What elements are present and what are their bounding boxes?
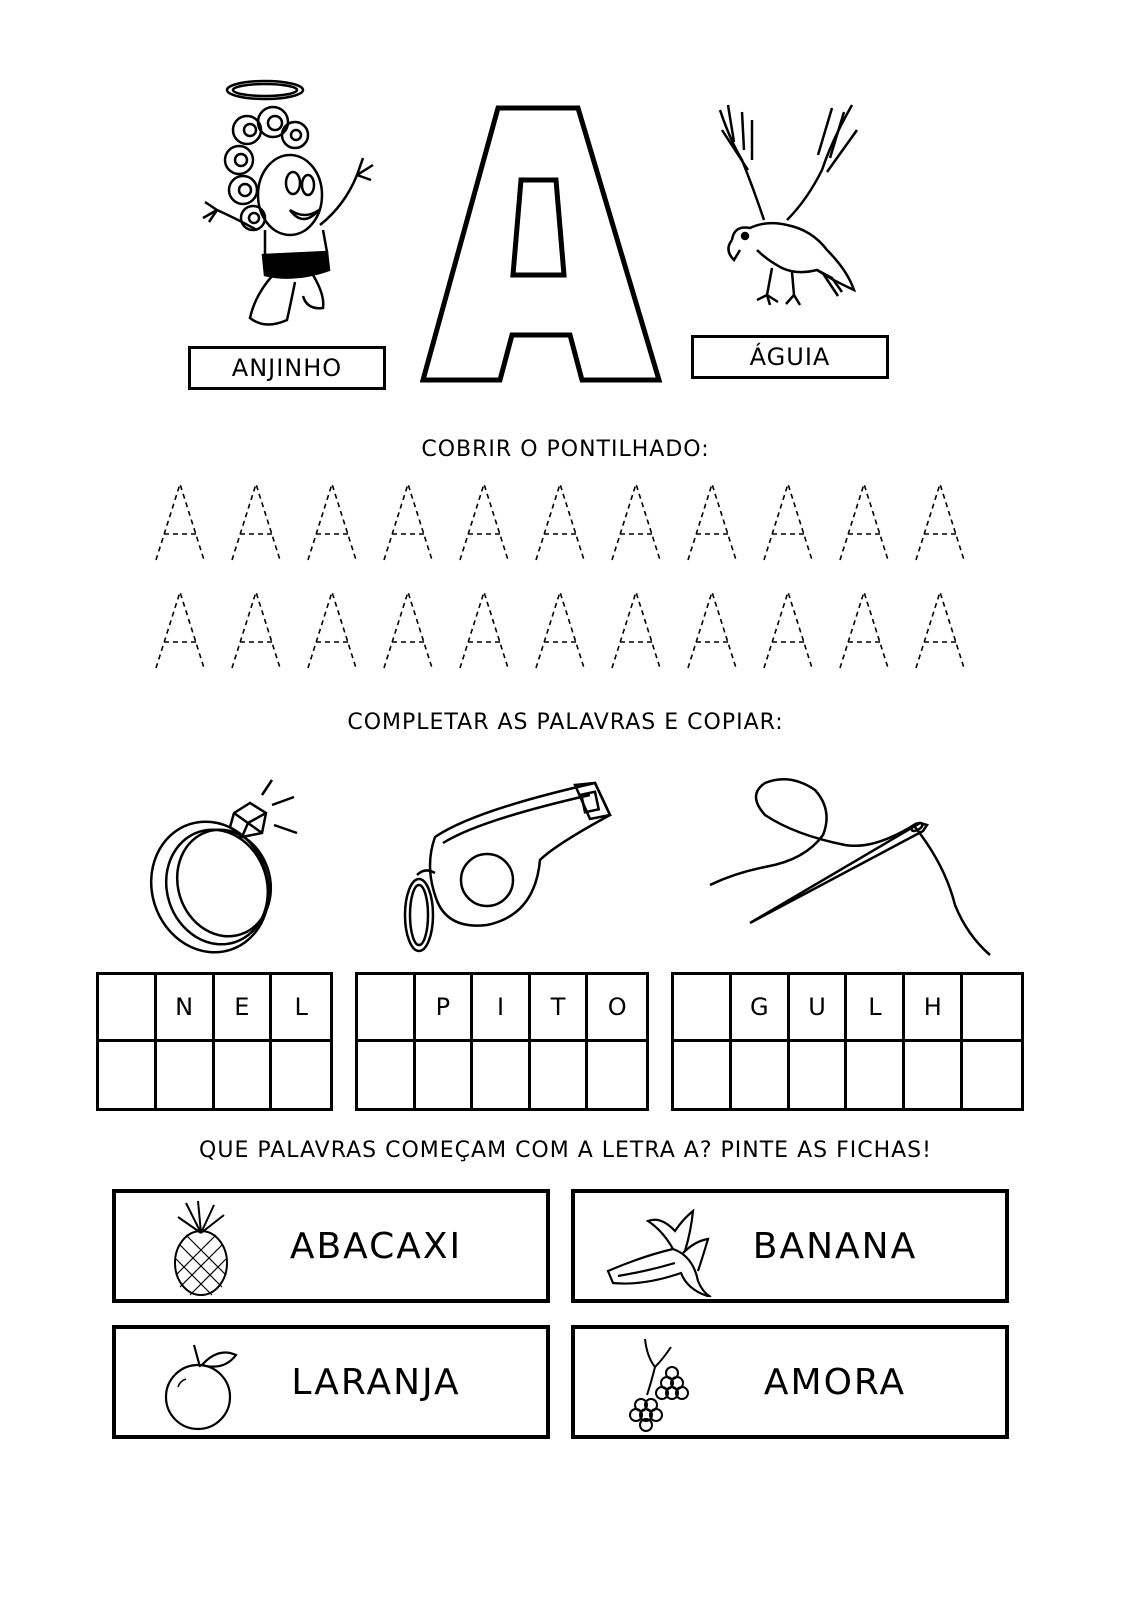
trace-title: COBRIR O PONTILHADO: xyxy=(421,437,710,462)
trace-letter-a[interactable] xyxy=(226,590,286,670)
letter-cell[interactable] xyxy=(99,975,157,1042)
copy-cell[interactable] xyxy=(416,1042,474,1109)
letter-cell[interactable]: T xyxy=(531,975,589,1042)
trace-letter-a[interactable] xyxy=(834,590,894,670)
word-grid xyxy=(671,972,1024,1111)
card-word: BANANA xyxy=(752,1225,918,1267)
letter-cell[interactable]: E xyxy=(215,975,273,1042)
copy-cell[interactable] xyxy=(99,1042,157,1109)
trace-letter-a[interactable] xyxy=(910,590,970,670)
letter-cell[interactable]: I xyxy=(473,975,531,1042)
copy-cell[interactable] xyxy=(963,1042,1021,1109)
copy-cell[interactable] xyxy=(847,1042,905,1109)
word-card-amora[interactable] xyxy=(571,1325,1009,1439)
letter-cell[interactable]: L xyxy=(272,975,330,1042)
card-word: ABACAXI xyxy=(289,1225,463,1267)
blackberry-icon xyxy=(615,1337,705,1433)
copy-cell[interactable] xyxy=(732,1042,790,1109)
card-word: AMORA xyxy=(763,1361,907,1403)
whistle-icon xyxy=(395,775,620,955)
letter-cell[interactable] xyxy=(963,975,1021,1042)
trace-letter-a[interactable] xyxy=(910,482,970,562)
letter-cell[interactable]: H xyxy=(905,975,963,1042)
trace-letter-a[interactable] xyxy=(378,590,438,670)
trace-letter-a[interactable] xyxy=(682,590,742,670)
letter-cell[interactable] xyxy=(358,975,416,1042)
anjinho-label: ANJINHO xyxy=(188,346,386,390)
letter-cell[interactable]: U xyxy=(790,975,848,1042)
banana-icon xyxy=(603,1201,713,1297)
word-card-laranja[interactable] xyxy=(112,1325,550,1439)
trace-letter-a[interactable] xyxy=(226,482,286,562)
trace-letter-a[interactable] xyxy=(302,482,362,562)
trace-row xyxy=(150,590,980,670)
trace-letter-a[interactable] xyxy=(454,482,514,562)
copy-cell[interactable] xyxy=(157,1042,215,1109)
aguia-label: ÁGUIA xyxy=(691,335,889,379)
trace-letter-a[interactable] xyxy=(834,482,894,562)
letter-cell[interactable]: N xyxy=(157,975,215,1042)
word-card-banana[interactable] xyxy=(571,1189,1009,1303)
word-card-abacaxi[interactable] xyxy=(112,1189,550,1303)
copy-cell[interactable] xyxy=(905,1042,963,1109)
letter-cell[interactable]: G xyxy=(732,975,790,1042)
trace-letter-a[interactable] xyxy=(530,482,590,562)
copy-cell[interactable] xyxy=(790,1042,848,1109)
trace-letter-a[interactable] xyxy=(530,590,590,670)
big-letter-a xyxy=(420,105,662,383)
copy-cell[interactable] xyxy=(531,1042,589,1109)
copy-cell[interactable] xyxy=(473,1042,531,1109)
letter-cell[interactable]: O xyxy=(588,975,646,1042)
letter-cell[interactable]: L xyxy=(847,975,905,1042)
trace-letter-a[interactable] xyxy=(302,590,362,670)
trace-letter-a[interactable] xyxy=(606,482,666,562)
trace-letter-a[interactable] xyxy=(378,482,438,562)
copy-cell[interactable] xyxy=(215,1042,273,1109)
trace-letter-a[interactable] xyxy=(682,482,742,562)
angel-boy-icon xyxy=(195,70,385,345)
trace-row xyxy=(150,482,980,562)
complete-title: COMPLETAR AS PALAVRAS E COPIAR: xyxy=(347,710,784,735)
pineapple-icon xyxy=(156,1201,246,1297)
copy-cell[interactable] xyxy=(588,1042,646,1109)
trace-letter-a[interactable] xyxy=(150,590,210,670)
letter-cell[interactable]: P xyxy=(416,975,474,1042)
trace-letter-a[interactable] xyxy=(606,590,666,670)
letter-cell[interactable] xyxy=(674,975,732,1042)
cards-title: QUE PALAVRAS COMEÇAM COM A LETRA A? PINTE AS FICHAS! xyxy=(199,1138,932,1163)
ring-icon xyxy=(122,775,307,960)
copy-cell[interactable] xyxy=(674,1042,732,1109)
eagle-icon xyxy=(712,100,862,310)
card-word: LARANJA xyxy=(291,1361,461,1403)
copy-cell[interactable] xyxy=(272,1042,330,1109)
trace-letter-a[interactable] xyxy=(150,482,210,562)
needle-icon xyxy=(705,775,995,960)
orange-icon xyxy=(156,1337,246,1433)
copy-cell[interactable] xyxy=(358,1042,416,1109)
trace-letter-a[interactable] xyxy=(758,590,818,670)
word-grid xyxy=(355,972,649,1111)
word-grid xyxy=(96,972,333,1111)
trace-letter-a[interactable] xyxy=(454,590,514,670)
trace-letter-a[interactable] xyxy=(758,482,818,562)
